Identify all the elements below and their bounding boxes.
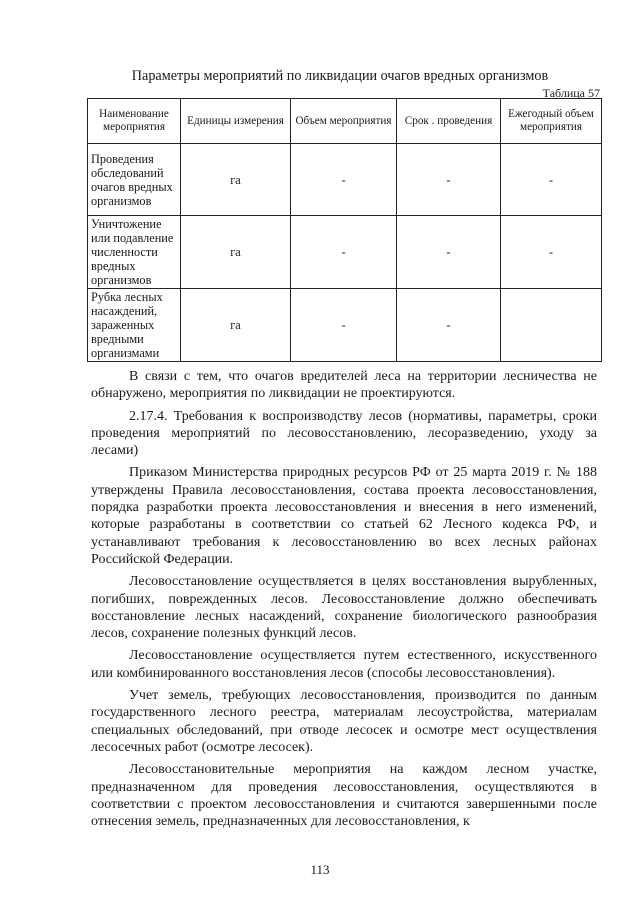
paragraph: Лесовосстановление осуществляется путем естественного, искусственного или комбинированного восстановления лесов (способы лесовосстановления).	[91, 648, 597, 681]
page-number: 113	[310, 862, 330, 877]
table-header-row	[88, 99, 602, 144]
column-header: Ежегодный объем мероприятия	[501, 99, 602, 144]
measure-name-cell: Проведения обследований очагов вредных организмов	[88, 144, 181, 216]
paragraph: Лесовосстановление осуществляется в целях восстановления вырубленных, погибших, поврежденных лесов. Лесовосстановление должно обеспечивать восстановление лесных насаждений, сохранение биологического разнообразия лесов, сохранение полезных функций лесов.	[91, 574, 597, 642]
term-cell: -	[397, 216, 501, 289]
table-title: Параметры мероприятий по ликвидации очагов вредных организмов	[131, 68, 549, 84]
table-row	[88, 216, 602, 289]
paragraph: Лесовосстановительные мероприятия на каждом лесном участке, предназначенном для проведения лесовосстановления, осуществляются в соответствии с проектом лесовосстановления и считаются завершенными после отнесения земель, предназначенных для лесовосстановления, к	[91, 762, 597, 830]
annual-volume-cell: -	[501, 216, 602, 289]
table-row	[88, 144, 602, 216]
annual-volume-cell	[501, 289, 602, 362]
measure-name-cell: Рубка лесных насаждений, зараженных вредными организмами	[88, 289, 181, 362]
annual-volume-cell: -	[501, 144, 602, 216]
unit-cell: га	[181, 289, 291, 362]
volume-cell: -	[291, 144, 397, 216]
column-header: Срок . проведения	[397, 99, 501, 144]
paragraph: Приказом Министерства природных ресурсов РФ от 25 марта 2019 г. № 188 утверждены Правила лесовосстановления, состава проекта лесовосстановления, порядка разработки проекта лесовосстановления и внесения в него изменений, которые разработаны в соответствии со статьей 62 Лесного кодекса РФ, и устанавливают требования к лесовосстановлению во всех лесных районах Российской Федерации.	[91, 465, 597, 567]
body-text	[91, 368, 597, 835]
column-header: Наименование мероприятия	[88, 99, 181, 144]
section-heading: 2.17.4. Требования к воспроизводству лесов (нормативы, параметры, сроки проведения мероприятий по лесовосстановлению, лесоразведению, уходу за лесами)	[91, 408, 597, 459]
unit-cell: га	[181, 216, 291, 289]
measure-name-cell: Уничтожение или подавление численности вредных организмов	[88, 216, 181, 289]
column-header: Объем мероприятия	[291, 99, 397, 144]
column-header: Единицы измерения	[181, 99, 291, 144]
measures-table	[87, 98, 602, 362]
volume-cell: -	[291, 216, 397, 289]
unit-cell: га	[181, 144, 291, 216]
table-row	[88, 289, 602, 362]
paragraph: Учет земель, требующих лесовосстановления, производится по данным государственного лесного реестра, материалам лесоустройства, материалам специальных обследований, при отводе лесосек и осмотре мест осуществления лесосечных работ (осмотре лесосек).	[91, 688, 597, 755]
table-caption: Таблица 57	[542, 86, 600, 100]
volume-cell: -	[291, 289, 397, 362]
term-cell: -	[397, 289, 501, 362]
term-cell: -	[397, 144, 501, 216]
paragraph: В связи с тем, что очагов вредителей леса на территории лесничества не обнаружено, мероприятия по ликвидации не проектируются.	[91, 369, 597, 402]
